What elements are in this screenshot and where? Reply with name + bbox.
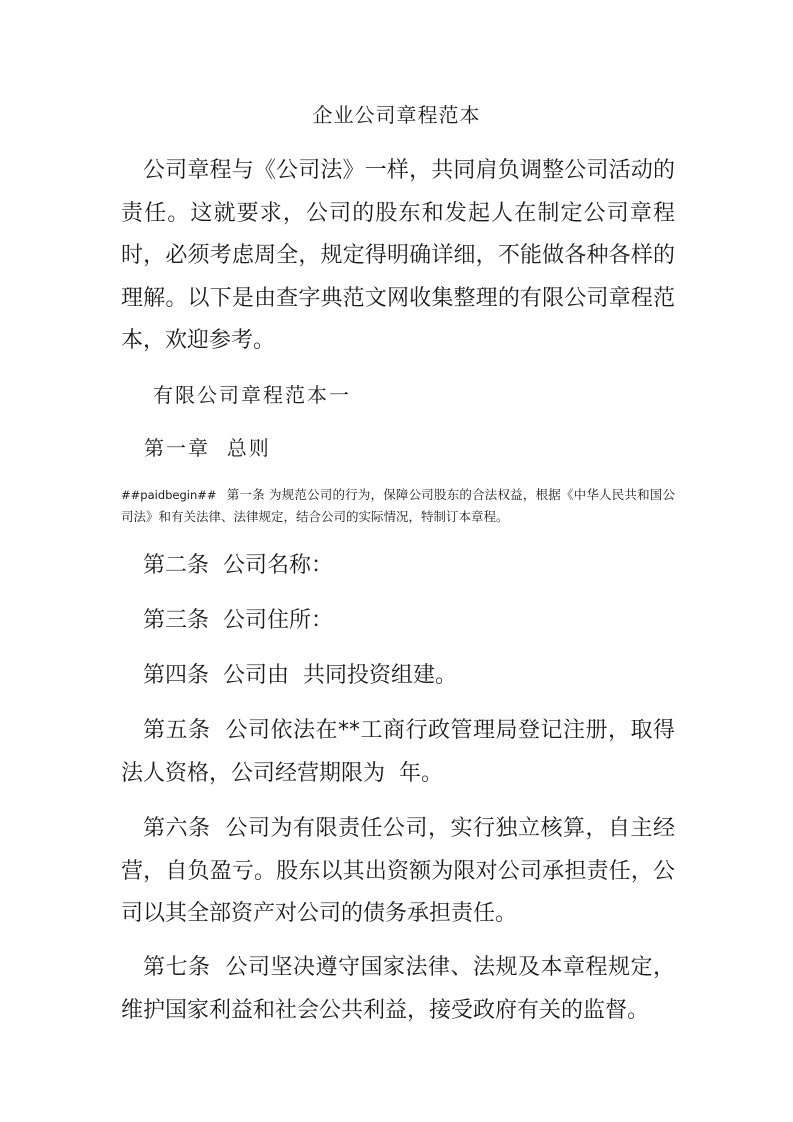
article-6: 第六条 公司为有限责任公司，实行独立核算，自主经营，自负盈亏。股东以其出资额为限对公司承担责任，公司以其全部资产对公司的债务承担责任。: [121, 816, 675, 926]
article-5: 第五条 公司依法在**工商行政管理局登记注册，取得法人资格，公司经营期限为 年。: [121, 718, 675, 786]
article-1: [121, 484, 675, 528]
article-1-text: 第一条 为规范公司的行为，保障公司股东的合法权益，根据《中华人民共和国公司法》和有关法律、法律规定，结合公司的实际情况，特制订本章程。: [121, 487, 675, 524]
intro-paragraph: 公司章程与《公司法》一样，共同肩负调整公司活动的责任。这就要求，公司的股东和发起人在制定公司章程时，必须考虑周全，规定得明确详细，不能做各种各样的理解。以下是由查字典范文网收集整理的有限公司章程范本，欢迎参考。: [121, 158, 675, 353]
article-7: 第七条 公司坚决遵守国家法律、法规及本章程规定，维护国家利益和社会公共利益，接受政府有关的监督。: [121, 955, 675, 1023]
paid-marker: ##paidbegin##: [121, 488, 217, 502]
section-heading: 有限公司章程范本一: [153, 383, 351, 407]
article-4: 第四条 公司由 共同投资组建。: [143, 663, 457, 688]
article-2: 第二条 公司名称：: [143, 553, 333, 578]
chapter-heading: 第一章 总则: [144, 436, 271, 460]
article-3: 第三条 公司住所：: [143, 608, 333, 633]
document-title: 企业公司章程范本: [312, 103, 481, 127]
